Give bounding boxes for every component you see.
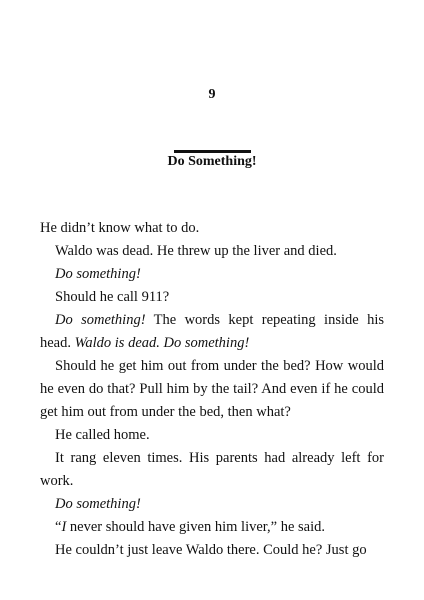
- paragraph: [40, 424, 384, 447]
- paragraph: [40, 539, 384, 562]
- chapter-number: 9: [208, 87, 216, 102]
- chapter-body: [40, 217, 384, 562]
- paragraph: [40, 217, 384, 240]
- paragraph: [40, 516, 384, 539]
- paragraph: [40, 286, 384, 309]
- paragraph-text-italic: Do something!: [55, 496, 141, 512]
- paragraph: [40, 447, 384, 493]
- paragraph: [40, 240, 384, 263]
- paragraph-text: Should he call 911?: [55, 289, 170, 305]
- chapter-title: Do Something!: [167, 154, 257, 169]
- paragraph-text: never should have given him liver,” he said.: [66, 519, 326, 535]
- paragraph-text: He couldn’t just leave Waldo there. Could he? Just go: [55, 542, 367, 558]
- paragraph-text: He didn’t know what to do.: [40, 220, 200, 236]
- chapter-divider-rule: [174, 150, 251, 153]
- paragraph: [40, 309, 384, 355]
- paragraph-text: It rang eleven times. His parents had already left for work.: [40, 450, 384, 489]
- paragraph-text-italic: Waldo is dead. Do something!: [74, 335, 250, 351]
- paragraph-text-italic: I: [61, 519, 67, 535]
- paragraph: [40, 493, 384, 516]
- paragraph-text-italic: Do something!: [55, 312, 146, 328]
- paragraph: [40, 263, 384, 286]
- paragraph-text: “: [55, 519, 62, 535]
- paragraph-text: Should he get him out from under the bed? How would he even do that? Pull him by the tail? And even if he could get him out from under the bed, then what?: [40, 358, 384, 420]
- paragraph-text: The words kept repeating inside his head.: [40, 312, 384, 351]
- paragraph-text-italic: Do something!: [55, 266, 141, 282]
- paragraph-text: Waldo was dead. He threw up the liver and died.: [55, 243, 337, 259]
- paragraph-text: He called home.: [55, 427, 150, 443]
- paragraph: [40, 355, 384, 424]
